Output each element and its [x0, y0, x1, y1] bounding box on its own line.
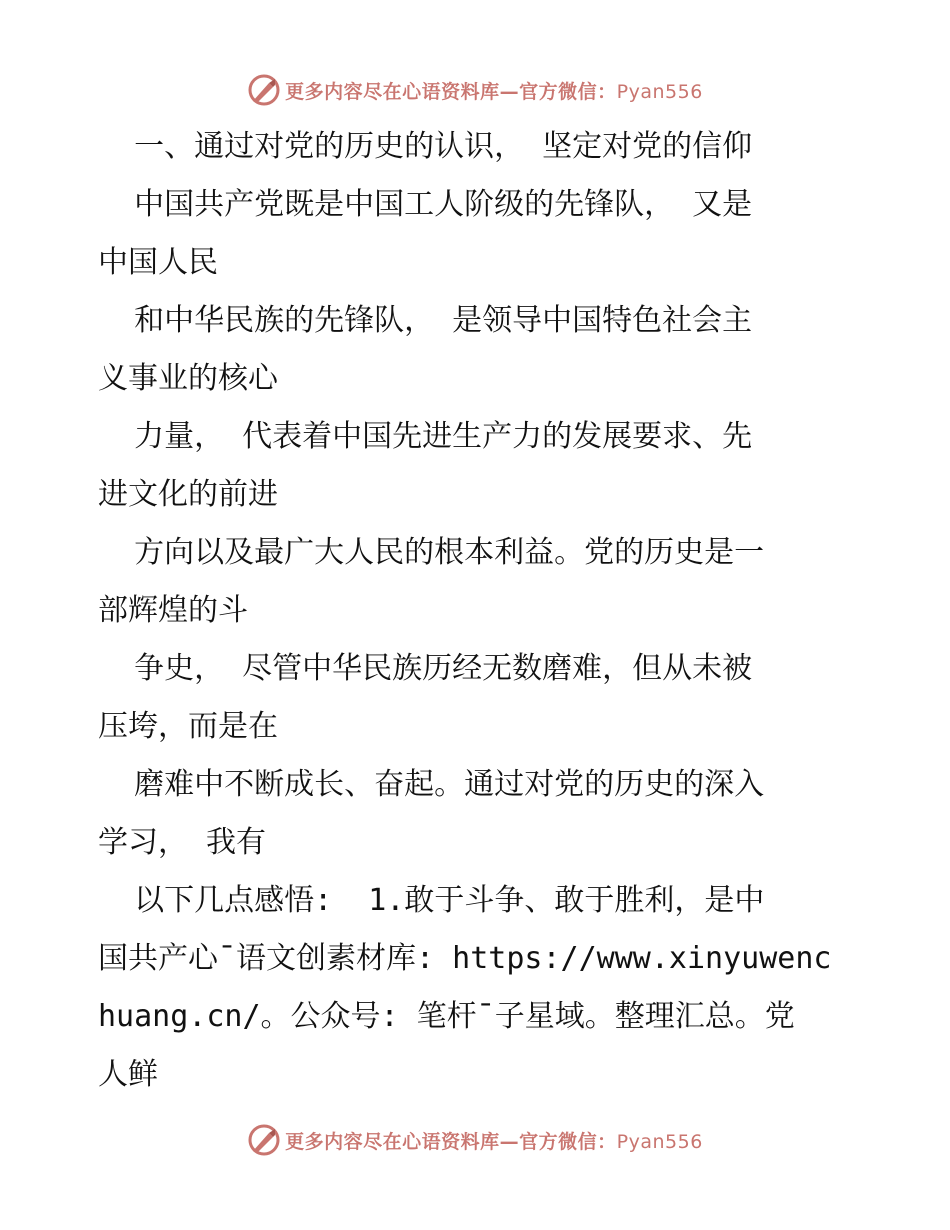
- footer-watermark-label: 更多内容尽在心语资料库—官方微信：: [285, 1130, 617, 1153]
- body-line: 力量， 代表着中国先进生产力的发展要求、先: [98, 419, 753, 454]
- body-line: 磨难中不断成长、奋起。通过对党的历史的深入: [98, 767, 765, 802]
- body-line: 压垮，而是在: [98, 709, 278, 744]
- header-watermark-label: 更多内容尽在心语资料库—官方微信：: [285, 80, 617, 103]
- body-line: 和中华民族的先锋队， 是领导中国特色社会主: [98, 303, 753, 338]
- body-line: 义事业的核心: [98, 361, 278, 396]
- document-body: [98, 118, 858, 1104]
- pen-logo-icon: [247, 73, 281, 107]
- footer-watermark: [0, 1120, 950, 1160]
- body-line: 以下几点感悟: 1.敢于斗争、敢于胜利，是中: [98, 883, 765, 918]
- body-line: 国共产心¯语文创素材库: https://www.xinyuwenc: [98, 941, 832, 976]
- pen-logo-icon: [247, 1123, 281, 1157]
- body-line: 中国共产党既是中国工人阶级的先锋队， 又是: [98, 187, 753, 222]
- body-line: 争史， 尽管中华民族历经无数磨难，但从未被: [98, 651, 753, 686]
- body-line: 一、通过对党的历史的认识， 坚定对党的信仰: [98, 129, 753, 164]
- header-watermark-text: [285, 77, 703, 104]
- header-watermark-wechat-id: Pyan556: [616, 80, 703, 103]
- body-line: 人鲜: [98, 1057, 158, 1092]
- body-line: 中国人民: [98, 245, 218, 280]
- body-line: 进文化的前进: [98, 477, 278, 512]
- body-line: 方向以及最广大人民的根本利益。党的历史是一: [98, 535, 765, 570]
- header-watermark: [0, 70, 950, 110]
- body-line: huang.cn/。公众号: 笔杆¯子星域。整理汇总。党: [98, 999, 795, 1034]
- body-line: 部辉煌的斗: [98, 593, 248, 628]
- footer-watermark-text: [285, 1127, 703, 1154]
- body-line: 学习， 我有: [98, 825, 267, 860]
- footer-watermark-wechat-id: Pyan556: [616, 1130, 703, 1153]
